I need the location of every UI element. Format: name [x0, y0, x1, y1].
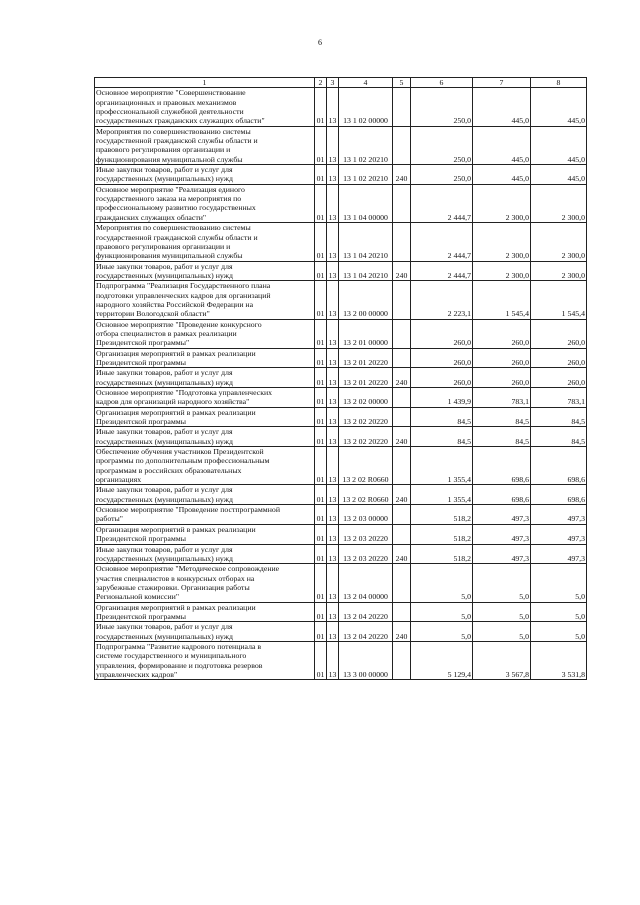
- expense-type-cell: [393, 641, 411, 679]
- amount-col8-cell: 5,0: [531, 564, 587, 602]
- row-name-cell: Иные закупки товаров, работ и услуг для государственных (муниципальных) нужд: [95, 427, 315, 447]
- target-article-cell: 13 2 04 20220: [339, 622, 393, 642]
- row-name-cell: Основное мероприятие "Методическое сопровождение участия специалистов в конкурсных отборах на зарубежные стажировки. Организация работы Региональной комиссии": [95, 564, 315, 602]
- column-header: 5: [393, 78, 411, 88]
- target-article-cell: 13 2 02 00000: [339, 388, 393, 408]
- amount-col6-cell: 518,2: [411, 505, 473, 525]
- expense-type-cell: 240: [393, 427, 411, 447]
- expense-type-cell: [393, 223, 411, 261]
- expense-type-cell: 240: [393, 165, 411, 185]
- expense-type-cell: [393, 281, 411, 319]
- amount-col7-cell: 2 300,0: [473, 261, 531, 281]
- amount-col7-cell: 1 545,4: [473, 281, 531, 319]
- subsection-code-cell: 13: [327, 223, 339, 261]
- row-name-cell: Мероприятия по совершенствованию системы государственной гражданской службы области и правового регулирования организации и функционирования муниципальной службы: [95, 126, 315, 164]
- section-code-cell: 01: [315, 622, 327, 642]
- section-code-cell: 01: [315, 319, 327, 348]
- amount-col8-cell: 1 545,4: [531, 281, 587, 319]
- amount-col6-cell: 518,2: [411, 544, 473, 564]
- expense-type-cell: 240: [393, 368, 411, 388]
- table-header-row: [95, 78, 587, 88]
- column-header: 1: [95, 78, 315, 88]
- amount-col8-cell: 5,0: [531, 602, 587, 622]
- target-article-cell: 13 2 04 00000: [339, 564, 393, 602]
- section-code-cell: 01: [315, 223, 327, 261]
- table-row: [95, 388, 587, 408]
- section-code-cell: 01: [315, 165, 327, 185]
- target-article-cell: 13 1 04 00000: [339, 184, 393, 222]
- section-code-cell: 01: [315, 281, 327, 319]
- table-row: [95, 407, 587, 427]
- target-article-cell: 13 1 02 20210: [339, 165, 393, 185]
- subsection-code-cell: 13: [327, 602, 339, 622]
- section-code-cell: 01: [315, 602, 327, 622]
- amount-col7-cell: 698,6: [473, 485, 531, 505]
- subsection-code-cell: 13: [327, 505, 339, 525]
- amount-col8-cell: 445,0: [531, 165, 587, 185]
- expense-type-cell: [393, 348, 411, 368]
- amount-col6-cell: 250,0: [411, 88, 473, 126]
- expense-type-cell: [393, 447, 411, 485]
- amount-col7-cell: 445,0: [473, 88, 531, 126]
- section-code-cell: 01: [315, 88, 327, 126]
- table-row: [95, 602, 587, 622]
- table-row: [95, 126, 587, 164]
- subsection-code-cell: 13: [327, 281, 339, 319]
- subsection-code-cell: 13: [327, 407, 339, 427]
- amount-col8-cell: 698,6: [531, 485, 587, 505]
- subsection-code-cell: 13: [327, 184, 339, 222]
- expense-type-cell: 240: [393, 261, 411, 281]
- amount-col6-cell: 2 444,7: [411, 184, 473, 222]
- expense-type-cell: [393, 388, 411, 408]
- row-name-cell: Основное мероприятие "Совершенствование организационных и правовых механизмов профессиональной служебной деятельности государственных гражданских служащих области": [95, 88, 315, 126]
- amount-col6-cell: 5,0: [411, 564, 473, 602]
- amount-col6-cell: 2 444,7: [411, 261, 473, 281]
- amount-col7-cell: 260,0: [473, 348, 531, 368]
- target-article-cell: 13 2 03 00000: [339, 505, 393, 525]
- row-name-cell: Мероприятия по совершенствованию системы государственной гражданской службы области и правового регулирования организации и функционирования муниципальной службы: [95, 223, 315, 261]
- amount-col8-cell: 2 300,0: [531, 223, 587, 261]
- amount-col7-cell: 84,5: [473, 427, 531, 447]
- row-name-cell: Подпрограмма "Реализация Государственного плана подготовки управленческих кадров для организаций народного хозяйства Российской Федерации на территории Вологодской области": [95, 281, 315, 319]
- row-name-cell: Организация мероприятий в рамках реализации Президентской программы: [95, 348, 315, 368]
- table-row: [95, 319, 587, 348]
- amount-col8-cell: 497,3: [531, 505, 587, 525]
- amount-col6-cell: 1 355,4: [411, 485, 473, 505]
- subsection-code-cell: 13: [327, 261, 339, 281]
- section-code-cell: 01: [315, 184, 327, 222]
- expense-type-cell: 240: [393, 622, 411, 642]
- target-article-cell: 13 2 03 20220: [339, 524, 393, 544]
- section-code-cell: 01: [315, 564, 327, 602]
- amount-col6-cell: 518,2: [411, 524, 473, 544]
- expense-type-cell: [393, 407, 411, 427]
- subsection-code-cell: 13: [327, 485, 339, 505]
- amount-col8-cell: 698,6: [531, 447, 587, 485]
- amount-col7-cell: 445,0: [473, 165, 531, 185]
- row-name-cell: Иные закупки товаров, работ и услуг для государственных (муниципальных) нужд: [95, 544, 315, 564]
- row-name-cell: Основное мероприятие "Проведение конкурсного отбора специалистов в рамках реализации Президентской программы": [95, 319, 315, 348]
- amount-col7-cell: 783,1: [473, 388, 531, 408]
- section-code-cell: 01: [315, 368, 327, 388]
- row-name-cell: Организация мероприятий в рамках реализации Президентской программы: [95, 602, 315, 622]
- subsection-code-cell: 13: [327, 641, 339, 679]
- amount-col6-cell: 84,5: [411, 427, 473, 447]
- target-article-cell: 13 1 04 20210: [339, 261, 393, 281]
- subsection-code-cell: 13: [327, 524, 339, 544]
- table-row: [95, 544, 587, 564]
- target-article-cell: 13 2 02 20220: [339, 407, 393, 427]
- row-name-cell: Иные закупки товаров, работ и услуг для государственных (муниципальных) нужд: [95, 165, 315, 185]
- table-row: [95, 261, 587, 281]
- amount-col8-cell: 3 531,8: [531, 641, 587, 679]
- target-article-cell: 13 2 03 20220: [339, 544, 393, 564]
- amount-col8-cell: 84,5: [531, 427, 587, 447]
- expense-type-cell: [393, 184, 411, 222]
- expense-type-cell: [393, 319, 411, 348]
- amount-col6-cell: 2 444,7: [411, 223, 473, 261]
- target-article-cell: 13 1 02 20210: [339, 126, 393, 164]
- row-name-cell: Иные закупки товаров, работ и услуг для государственных (муниципальных) нужд: [95, 261, 315, 281]
- subsection-code-cell: 13: [327, 447, 339, 485]
- column-header: 6: [411, 78, 473, 88]
- amount-col6-cell: 5 129,4: [411, 641, 473, 679]
- amount-col6-cell: 1 355,4: [411, 447, 473, 485]
- amount-col7-cell: 5,0: [473, 622, 531, 642]
- amount-col6-cell: 5,0: [411, 602, 473, 622]
- expense-type-cell: [393, 88, 411, 126]
- target-article-cell: 13 2 04 20220: [339, 602, 393, 622]
- amount-col6-cell: 84,5: [411, 407, 473, 427]
- amount-col8-cell: 783,1: [531, 388, 587, 408]
- amount-col8-cell: 260,0: [531, 319, 587, 348]
- subsection-code-cell: 13: [327, 622, 339, 642]
- subsection-code-cell: 13: [327, 348, 339, 368]
- amount-col6-cell: 2 223,1: [411, 281, 473, 319]
- amount-col7-cell: 84,5: [473, 407, 531, 427]
- amount-col8-cell: 497,3: [531, 524, 587, 544]
- column-header: 2: [315, 78, 327, 88]
- subsection-code-cell: 13: [327, 165, 339, 185]
- amount-col7-cell: 260,0: [473, 319, 531, 348]
- row-name-cell: Обеспечение обучения участников Президентской программы по дополнительным профессиональным программам в российских образовательных организациях: [95, 447, 315, 485]
- column-header: 8: [531, 78, 587, 88]
- row-name-cell: Иные закупки товаров, работ и услуг для государственных (муниципальных) нужд: [95, 368, 315, 388]
- amount-col6-cell: 250,0: [411, 165, 473, 185]
- subsection-code-cell: 13: [327, 544, 339, 564]
- expense-type-cell: [393, 505, 411, 525]
- row-name-cell: Иные закупки товаров, работ и услуг для государственных (муниципальных) нужд: [95, 622, 315, 642]
- table-row: [95, 622, 587, 642]
- amount-col8-cell: 497,3: [531, 544, 587, 564]
- amount-col6-cell: 260,0: [411, 368, 473, 388]
- subsection-code-cell: 13: [327, 368, 339, 388]
- table-row: [95, 348, 587, 368]
- expense-type-cell: 240: [393, 544, 411, 564]
- page-number: 6: [318, 38, 322, 47]
- expense-type-cell: [393, 524, 411, 544]
- section-code-cell: 01: [315, 485, 327, 505]
- table-row: [95, 524, 587, 544]
- column-header: 3: [327, 78, 339, 88]
- table-row: [95, 368, 587, 388]
- amount-col8-cell: 445,0: [531, 126, 587, 164]
- section-code-cell: 01: [315, 447, 327, 485]
- row-name-cell: Основное мероприятие "Проведение постпрограммной работы": [95, 505, 315, 525]
- target-article-cell: 13 2 00 00000: [339, 281, 393, 319]
- amount-col7-cell: 497,3: [473, 505, 531, 525]
- target-article-cell: 13 2 01 00000: [339, 319, 393, 348]
- target-article-cell: 13 2 01 20220: [339, 368, 393, 388]
- amount-col8-cell: 2 300,0: [531, 261, 587, 281]
- amount-col8-cell: 5,0: [531, 622, 587, 642]
- amount-col7-cell: 260,0: [473, 368, 531, 388]
- expense-type-cell: [393, 602, 411, 622]
- table-row: [95, 564, 587, 602]
- amount-col7-cell: 445,0: [473, 126, 531, 164]
- column-header: 7: [473, 78, 531, 88]
- amount-col6-cell: 250,0: [411, 126, 473, 164]
- target-article-cell: 13 2 02 R0660: [339, 485, 393, 505]
- subsection-code-cell: 13: [327, 88, 339, 126]
- amount-col7-cell: 698,6: [473, 447, 531, 485]
- amount-col7-cell: 497,3: [473, 544, 531, 564]
- expense-type-cell: 240: [393, 485, 411, 505]
- amount-col8-cell: 84,5: [531, 407, 587, 427]
- column-header: 4: [339, 78, 393, 88]
- row-name-cell: Основное мероприятие "Подготовка управленческих кадров для организаций народного хозяйства": [95, 388, 315, 408]
- amount-col7-cell: 2 300,0: [473, 184, 531, 222]
- section-code-cell: 01: [315, 388, 327, 408]
- section-code-cell: 01: [315, 407, 327, 427]
- target-article-cell: 13 2 01 20220: [339, 348, 393, 368]
- section-code-cell: 01: [315, 641, 327, 679]
- table-row: [95, 165, 587, 185]
- table-row: [95, 485, 587, 505]
- subsection-code-cell: 13: [327, 427, 339, 447]
- table-row: [95, 184, 587, 222]
- section-code-cell: 01: [315, 544, 327, 564]
- amount-col7-cell: 5,0: [473, 564, 531, 602]
- amount-col7-cell: 497,3: [473, 524, 531, 544]
- table-row: [95, 281, 587, 319]
- amount-col6-cell: 1 439,9: [411, 388, 473, 408]
- section-code-cell: 01: [315, 524, 327, 544]
- budget-table: [94, 77, 587, 680]
- target-article-cell: 13 2 02 20220: [339, 427, 393, 447]
- table-row: [95, 641, 587, 679]
- amount-col7-cell: 3 567,8: [473, 641, 531, 679]
- row-name-cell: Подпрограмма "Развитие кадрового потенциала в системе государственного и муниципального управления, формирование и подготовка резервов управленческих кадров": [95, 641, 315, 679]
- subsection-code-cell: 13: [327, 126, 339, 164]
- table-row: [95, 447, 587, 485]
- target-article-cell: 13 2 02 R0660: [339, 447, 393, 485]
- section-code-cell: 01: [315, 427, 327, 447]
- amount-col6-cell: 260,0: [411, 319, 473, 348]
- target-article-cell: 13 1 04 20210: [339, 223, 393, 261]
- amount-col8-cell: 260,0: [531, 348, 587, 368]
- table-row: [95, 505, 587, 525]
- amount-col7-cell: 2 300,0: [473, 223, 531, 261]
- row-name-cell: Организация мероприятий в рамках реализации Президентской программы: [95, 407, 315, 427]
- subsection-code-cell: 13: [327, 388, 339, 408]
- table-row: [95, 427, 587, 447]
- section-code-cell: 01: [315, 348, 327, 368]
- row-name-cell: Основное мероприятие "Реализация единого государственного заказа на мероприятия по профессиональному развитию государственных гражданских служащих области": [95, 184, 315, 222]
- row-name-cell: Организация мероприятий в рамках реализации Президентской программы: [95, 524, 315, 544]
- amount-col6-cell: 260,0: [411, 348, 473, 368]
- target-article-cell: 13 3 00 00000: [339, 641, 393, 679]
- amount-col7-cell: 5,0: [473, 602, 531, 622]
- subsection-code-cell: 13: [327, 564, 339, 602]
- table-row: [95, 223, 587, 261]
- row-name-cell: Иные закупки товаров, работ и услуг для государственных (муниципальных) нужд: [95, 485, 315, 505]
- expense-type-cell: [393, 564, 411, 602]
- section-code-cell: 01: [315, 505, 327, 525]
- table-row: [95, 88, 587, 126]
- amount-col8-cell: 445,0: [531, 88, 587, 126]
- section-code-cell: 01: [315, 261, 327, 281]
- amount-col8-cell: 260,0: [531, 368, 587, 388]
- expense-type-cell: [393, 126, 411, 164]
- section-code-cell: 01: [315, 126, 327, 164]
- target-article-cell: 13 1 02 00000: [339, 88, 393, 126]
- amount-col8-cell: 2 300,0: [531, 184, 587, 222]
- subsection-code-cell: 13: [327, 319, 339, 348]
- amount-col6-cell: 5,0: [411, 622, 473, 642]
